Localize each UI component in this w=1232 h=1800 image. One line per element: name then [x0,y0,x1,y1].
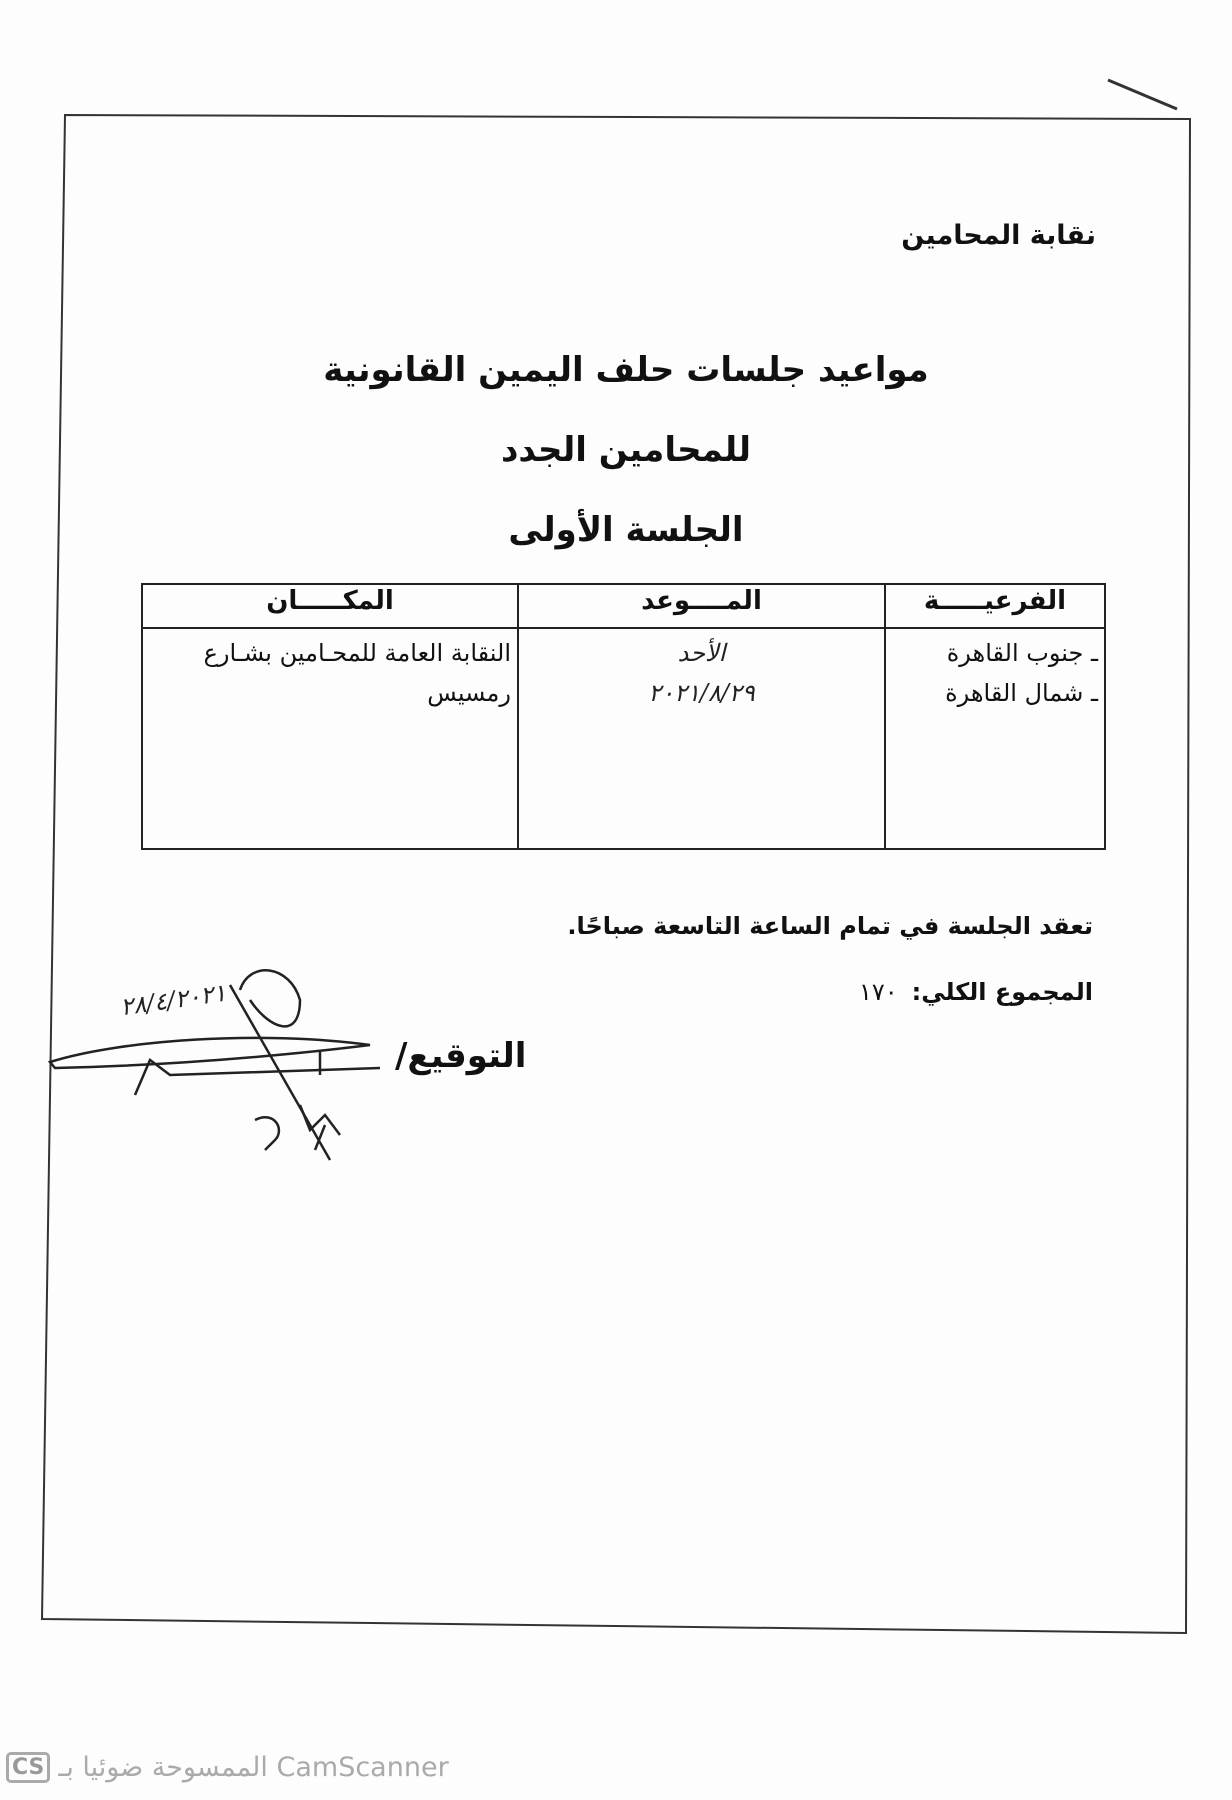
table-header-row [142,584,1105,628]
branch-item: ـ جنوب القاهرة [946,639,1098,667]
branch-item: ـ شمال القاهرة [945,679,1098,707]
total-line [859,978,1093,1006]
date-cell [518,628,885,849]
branches-cell [885,628,1105,849]
pen-mark [1108,80,1177,109]
document-subtitle: للمحامين الجدد [500,430,752,470]
total-value: ١٧٠ [858,978,898,1006]
header-place: المكـــــان [142,584,518,628]
camscanner-logo-icon: CS [6,1752,50,1783]
session-time-note: تعقد الجلسة في تمام الساعة التاسعة صباحًا. [567,912,1093,940]
table-row [142,628,1105,849]
place-cell: النقابة العامة للمحـامين بشـارع رمسيس [142,628,518,849]
signature-date: ٢٨/٤/٢٠٢١ [118,978,228,1022]
schedule-table [141,583,1106,850]
camscanner-watermark [6,1752,449,1783]
total-label: المجموع الكلي: [911,978,1093,1006]
session-day: الأحد [677,639,726,667]
watermark-text: الممسوحة ضوئيا بـ CamScanner [58,1752,449,1783]
header-branch: الفرعيـــــة [885,584,1105,628]
signature-label: التوقيع/ [395,1036,527,1076]
session-date: ٢٠٢١/٨/٢٩ [648,679,755,707]
session-title: الجلسة الأولى [508,510,744,550]
header-date: المــــوعد [518,584,885,628]
document-title: مواعيد جلسات حلف اليمين القانونية [323,350,929,390]
organization-name: نقابة المحامين [901,220,1096,251]
